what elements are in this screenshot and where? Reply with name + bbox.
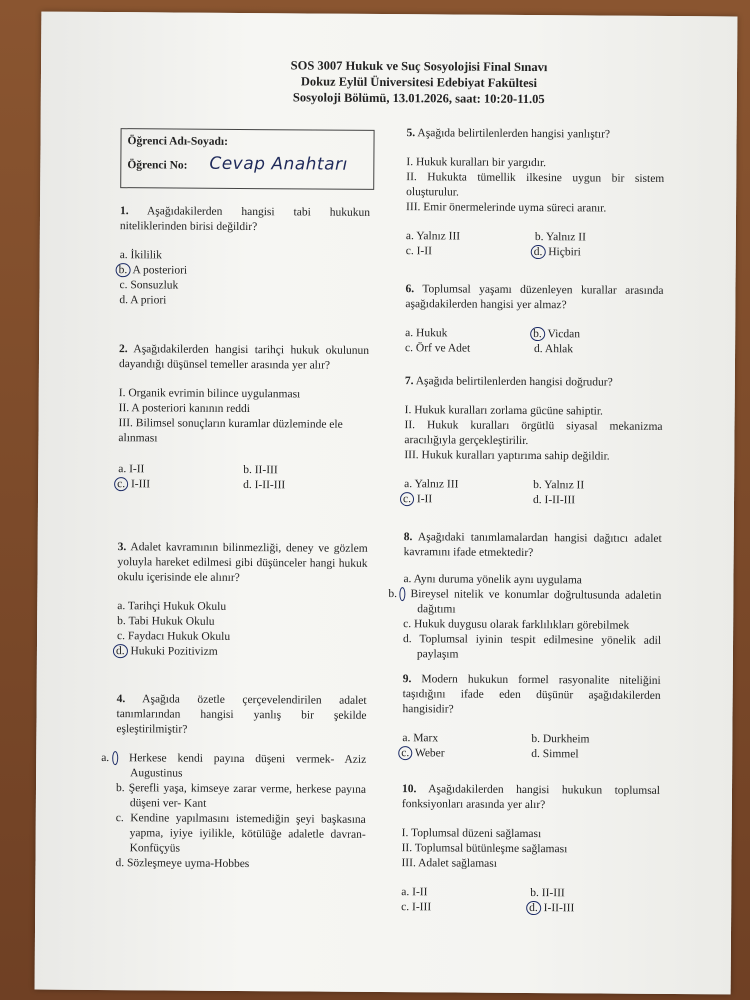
option-c: c. Kendine yapılmasını istemediğin şeyi başkasına yapma, iyiye iyilikle, kötülüğe adaletle davran- Konfüçyüs (115, 812, 366, 855)
question-number: 1. (119, 205, 129, 218)
statement-2: II. A posteriori kanının reddi (118, 402, 250, 416)
option-d: d. Toplumsal iyinin tespit edilmesine yönelik adil paylaşım (403, 633, 662, 661)
option-c: c. I-II (404, 492, 533, 508)
option-b: b. II-III (530, 887, 565, 900)
question-stem: Aşağıdaki tanımlamalardan hangisi dağıtıcı adalet kavramını ifade etmektedir? (403, 531, 662, 560)
option-a: a. I-II (401, 886, 428, 899)
question-stem: Aşağıda belirtilenlerden hangisi yanlıştır? (417, 127, 611, 141)
question-7 (404, 374, 663, 509)
question-1 (119, 204, 370, 310)
option-c: c. Sonsuzluk (119, 279, 179, 292)
option-d: d. I-II-III (532, 494, 576, 507)
question-stem: Aşağıda özetle çerçevelendirilen adalet tanımlarından hangisi yanlış bir şekilde eşleştirilmiştir? (116, 693, 367, 736)
faculty-title: Dokuz Eylül Üniversitesi Edebiyat Fakültesi (300, 74, 538, 91)
question-number: 5. (406, 127, 416, 140)
statement-3: III. Adalet sağlaması (401, 857, 498, 870)
exam-header (41, 56, 737, 109)
question-stem: Modern hukukun formel rasyonalite niteliğini taşıdığını ifade eden düşünür aşağıdakilerden hangisidir? (402, 673, 661, 716)
question-number: 6. (405, 283, 415, 296)
answer-circle: d. (531, 245, 546, 259)
question-number: 3. (117, 541, 127, 554)
option-d: d. I-II-III (530, 901, 659, 917)
statement-3: III. Emir önermelerinde uyma süreci aranır. (406, 201, 607, 215)
option-a: a. Hukuk (405, 327, 448, 340)
statement-2: II. Toplumsal bütünleşme sağlaması (401, 842, 568, 856)
question-stem: Aşağıdakilerden hangisi tarihçi hukuk okulunun dayandığı düşünsel temeller arasında yer alır? (118, 343, 370, 372)
statement-1: I. Toplumsal düzeni sağlaması (401, 827, 542, 841)
course-title: SOS 3007 Hukuk ve Suç Sosyolojisi Final Sınavı (290, 58, 548, 75)
answer-circle: d. (113, 644, 128, 658)
answer-circle: c. (114, 477, 128, 491)
statement-3: III. Bilimsel sonuçların kuramlar düzleminde ele alınması (118, 417, 343, 445)
question-2 (118, 342, 369, 494)
question-number: 4. (116, 693, 126, 706)
option-b: b. Bireysel nitelik ve konumlar doğrultusunda adaletin dağıtımı (388, 588, 662, 616)
answer-circle: b. (530, 327, 545, 341)
option-b: b. Vicdan (534, 327, 663, 343)
student-info-box (120, 128, 374, 190)
option-c: c. Weber (402, 746, 531, 762)
option-d: d. A priori (119, 294, 167, 307)
option-a: a. Aynı duruma yönelik aynı uygulama (403, 573, 582, 587)
student-no-label: Öğrenci No: (127, 159, 188, 172)
option-a: a. Yalnız III (405, 230, 461, 243)
option-a: a. Herkese kendi payına düşeni vermek- Aziz Augustinus (101, 752, 367, 780)
option-d: d. I-II-III (243, 479, 286, 492)
option-a: a. İkililik (119, 249, 162, 262)
statement-2: II. Hukukta tümellik ilkesine uygun bir sistem oluşturulur. (406, 171, 665, 199)
option-c: c. Örf ve Adet (405, 342, 471, 355)
option-c: c. I-III (118, 477, 243, 493)
option-d: d. Simmel (531, 748, 579, 761)
option-d: d. Hukuki Pozitivizm (117, 644, 367, 661)
question-number: 8. (403, 531, 413, 544)
option-b: b. Tabi Hukuk Okulu (117, 615, 215, 628)
question-number: 9. (402, 673, 412, 686)
option-b: b. Yalnız II (533, 479, 585, 492)
statement-1: I. Hukuk kuralları bir yargıdır. (406, 156, 547, 170)
question-number: 2. (119, 343, 128, 356)
option-b: b. Yalnız II (534, 231, 587, 244)
answer-circle: d. (526, 901, 541, 915)
question-stem: Toplumsal yaşamı düzenleyen kurallar arasında aşağıdakilerden hangisi yer almaz? (405, 283, 664, 312)
question-4 (101, 692, 367, 873)
exam-paper (35, 12, 738, 995)
option-a: a. I-II (118, 463, 145, 476)
question-stem: Aşağıdakilerden hangisi tabi hukukun niteliklerinden birisi değildir? (119, 205, 371, 234)
statement-1: I. Hukuk kuralları zorlama gücüne sahiptir. (404, 404, 604, 418)
option-c: c. Hukuk duygusu olarak farklılıkları görebilmek (403, 618, 630, 632)
answer-circle: b. (399, 587, 405, 601)
statement-1: I. Organik evrimin bilince uygulanması (118, 387, 301, 401)
option-c: c. I-III (401, 901, 432, 914)
answer-circle: b. (116, 263, 131, 277)
question-3 (117, 540, 368, 661)
statement-2: II. Hukuk kuralları örgütlü siyasal mekanizma aracılığıyla gerçekleştirilir. (404, 419, 663, 447)
student-name-label: Öğrenci Adı-Soyadı: (127, 135, 228, 148)
question-stem: Adalet kavramının bilinmezliği, deney ve gözlem yoluyla hareket edilmesi gibi düşünceler hangi hukuk okulu içerisinde ele alınır? (117, 541, 368, 584)
question-number: 7. (404, 375, 414, 388)
option-b: b. Durkheim (531, 733, 590, 746)
option-c: c. I-II (405, 245, 432, 258)
option-a: a. Marx (402, 732, 439, 745)
date-line: Sosyoloji Bölümü, 13.01.2026, saat: 10:20-11.05 (292, 90, 545, 107)
question-stem: Aşağıda belirtilenlerden hangisi doğrudur? (415, 375, 613, 389)
answer-circle: c. (400, 492, 414, 506)
option-a: a. Tarihçi Hukuk Okulu (117, 600, 227, 613)
handwritten-answer-key: Cevap Anahtarı (209, 153, 348, 175)
answer-circle: c. (398, 746, 412, 760)
option-d: d. Sözleşmeye uyma-Hobbes (115, 857, 250, 871)
statement-3: III. Hukuk kuralları yaptırıma sahip değildir. (404, 449, 610, 463)
question-6 (405, 282, 664, 358)
option-b: b. II-III (243, 464, 278, 477)
question-8 (388, 530, 662, 664)
option-b: b. A posteriori (120, 263, 370, 280)
question-number: 10. (401, 783, 417, 796)
option-d: d. Ahlak (534, 343, 574, 356)
question-stem: Aşağıdakilerden hangisi hukukun toplumsal fonksiyonları arasında yer alır? (401, 783, 661, 812)
question-9 (402, 672, 661, 763)
option-a: a. Yalnız III (404, 478, 459, 491)
option-b: b. Şerefli yaşa, kimseye zarar verme, herkese payına düşeni ver- Kant (115, 782, 367, 810)
option-d: d. Hiçbiri (535, 245, 664, 261)
option-c: c. Faydacı Hukuk Okulu (117, 630, 231, 643)
answer-circle: a. (112, 751, 118, 765)
question-5 (406, 126, 665, 261)
question-10 (401, 782, 660, 917)
